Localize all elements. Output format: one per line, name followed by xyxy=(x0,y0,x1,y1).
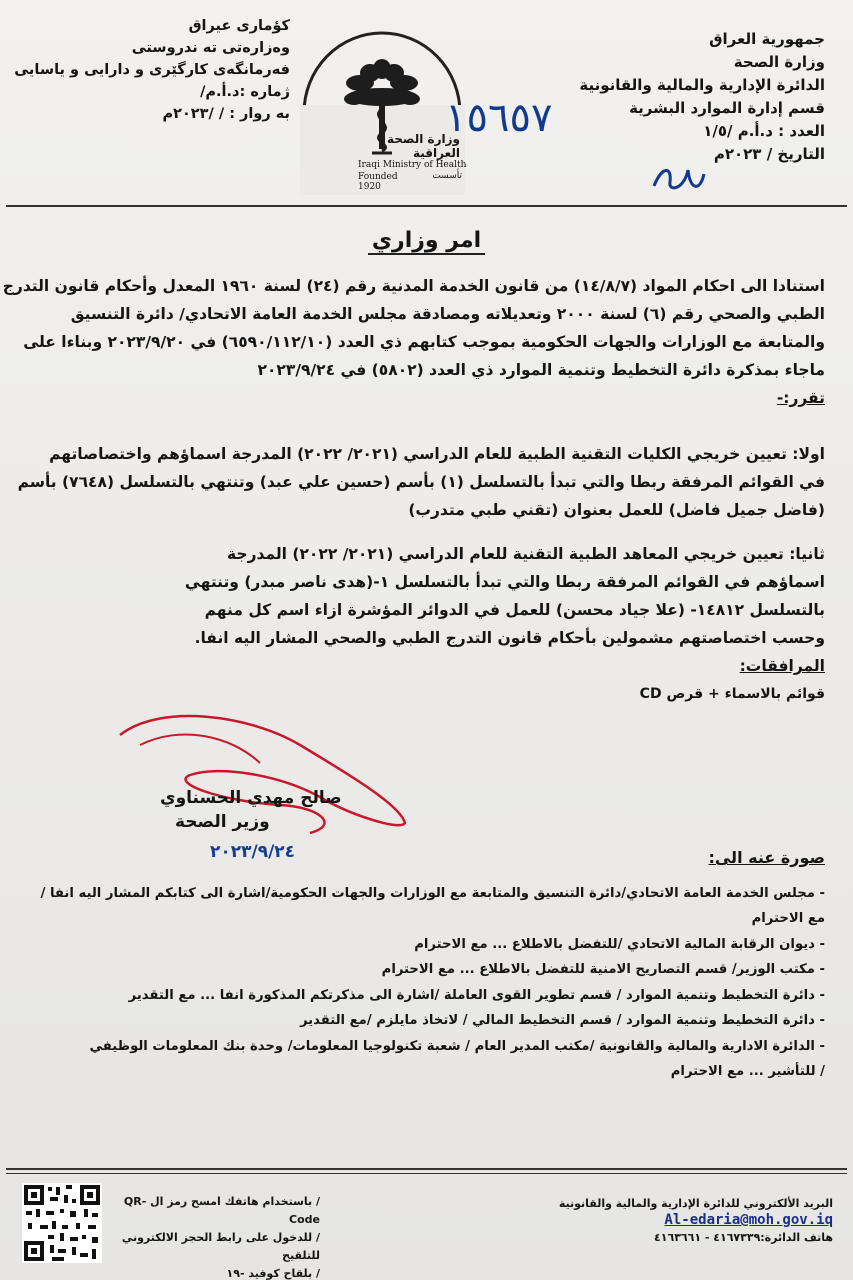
qr-instruction-line: / بلقاح كوفيد -١٩ xyxy=(226,1267,320,1280)
footer-contact xyxy=(533,1195,833,1246)
header-number: العدد : د.أ.م /١/٥ xyxy=(703,122,825,140)
copies-section xyxy=(15,845,825,1085)
footer-divider xyxy=(6,1168,847,1170)
header-kurdish-country: كؤمارى عيراق xyxy=(188,18,290,34)
decision-heading: تقرر:- xyxy=(776,389,825,407)
header-date: التاريخ / ٢٠٢٣م xyxy=(713,145,825,163)
logo-english-text: Iraqi Ministry of Health xyxy=(358,160,467,170)
decision-first-line: اولا: تعيين خريجي الكليات التقنية الطبية للعام الدراسي (٢٠٢١/ ٢٠٢٢) المدرجة اسماؤهم واختصاصاتهم xyxy=(49,445,825,463)
footer-phone: هاتف الدائرة:٤١٦٧٣٣٩ - ٤١٦٣٦٦١ xyxy=(654,1231,833,1244)
attachments-text: قوائم بالاسماء + قرص CD xyxy=(639,686,825,702)
decision-second-line: اسماؤهم في القوائم المرفقة ربطا والتي تبدأ بالتسلسل ١-(هدى ناصر مبدر) وتنتهي xyxy=(184,573,825,591)
minister-title: وزير الصحة xyxy=(175,812,270,832)
header-department: الدائرة الإدارية والمالية والقانونية xyxy=(579,76,825,94)
logo-founded-arabic: تأسست xyxy=(432,171,462,181)
copy-recipient: - دائرة التخطيط وتنمية الموارد / قسم التخطيط المالي / لاتخاذ مايلزم /مع التقدير xyxy=(299,1013,825,1028)
header-kurdish-department: فەرمانگەی کارگێری و دارایی و یاسایی xyxy=(14,62,290,78)
qr-instruction-line: / للدخول على رابط الحجز الالكتروني للتلقيح xyxy=(121,1231,320,1262)
copy-recipient: - الدائرة الادارية والمالية والقانونية /مكتب المدير العام / شعبة تكنولوجيا المعلومات/ وحدة بنك المعلومات الوظيفي xyxy=(89,1038,825,1054)
header-country: جمهورية العراق xyxy=(709,30,825,48)
qr-code[interactable] xyxy=(22,1183,102,1263)
attachments-label: المرافقات: xyxy=(739,657,825,675)
copy-recipient: - دائرة التخطيط وتنمية الموارد / قسم تطوير القوى العاملة /اشارة الى مذكرتكم المذكورة انفا ... مع التقدير xyxy=(128,987,825,1003)
signature-date: ٢٠٢٣/٩/٢٤ xyxy=(210,842,296,862)
preamble-line: والمتابعة مع الوزارات والجهات الحكومية بموجب كتابهم ذي العدد (٦٥٩٠/١١٢/١٠) في ٢٠٢٣/٩/٢٠ وبناءا على xyxy=(23,333,825,351)
copy-recipient: / للتأشير ... مع الاحترام xyxy=(670,1064,825,1079)
preamble-paragraph xyxy=(2,272,825,412)
header-ministry-arabic xyxy=(579,28,825,166)
decision-first-line: في القوائم المرفقة ربطا والتي تبدأ بالتسلسل (١) بأسم (حسين علي عبد) وتنتهي بالتسلسل (٧٦٤٨) بأسم xyxy=(17,473,825,491)
qr-instruction-line: / باستخدام هاتفك امسح رمز ال QR-Code xyxy=(123,1195,320,1226)
preamble-line: الطبي والصحي رقم (٦) لسنة ٢٠٠٠ وتعديلاته ومصادقة مجلس الخدمة العامة الاتحادي/ دائرة التنسيق xyxy=(70,305,825,323)
footer-qr-instructions xyxy=(120,1193,320,1280)
minister-name: صالح مهدي الحسناوي xyxy=(160,788,342,808)
logo-founded-text: Founded 1920 xyxy=(358,172,398,192)
decision-first-line: (فاضل جميل فاضل) للعمل بعنوان (تقني طبي متدرب) xyxy=(408,501,825,519)
header-kurdish-number: ژمارە :د.أ.م/ xyxy=(200,84,290,100)
preamble-line: ماجاء بمذكرة دائرة التخطيط وتنمية الموارد ذي العدد (٥٨٠٢) في ٢٠٢٣/٩/٢٤ xyxy=(257,361,825,379)
copy-recipient: - مجلس الخدمة العامة الاتحادي/دائرة التنسيق والمتابعة مع الوزارات والجهات الحكومية/اشارة الى كتابكم المشار اليه انفا / xyxy=(40,885,825,901)
footer-email-link[interactable]: Al-edaria@moh.gov.iq xyxy=(664,1212,833,1228)
copy-recipient: - ديوان الرقابة المالية الاتحادي /للتفضل بالاطلاع ... مع الاحترام xyxy=(414,936,825,952)
preamble-line: استنادا الى احكام المواد (١٤/٨/٧) من قانون الخدمة المدنية رقم (٢٤) لسنة ١٩٦٠ المعدل وأحكام قانون التدرج xyxy=(2,277,825,295)
footer-divider-thin xyxy=(6,1173,847,1174)
decision-second-line: وحسب اختصاصتهم مشمولين بأحكام قانون التدرج الطبي والصحي المشار اليه انفا. xyxy=(194,629,825,647)
footer-email-label: البريد الألكتروني للدائرة الإدارية والمالية والقانونية xyxy=(558,1197,833,1210)
decision-second-line: ثانيا: تعيين خريجي المعاهد الطبية التقنية للعام الدراسي (٢٠٢١/ ٢٠٢٢) المدرجة xyxy=(227,545,825,563)
decision-first xyxy=(17,440,825,524)
header-section: قسم إدارة الموارد البشرية xyxy=(629,99,825,117)
header-kurdish-ministry: وەزارەتی تە ندروستی xyxy=(131,40,290,56)
handwritten-number: ١٥٦٥٧ xyxy=(445,95,553,141)
header-divider xyxy=(6,205,847,207)
copies-heading: صورة عنه الى: xyxy=(708,848,825,867)
decision-second xyxy=(25,540,825,708)
header-ministry-kurdish xyxy=(14,15,290,125)
header-kurdish-date: بە روار : / /٢٠٢٣م xyxy=(162,106,290,122)
copy-recipient: مع الاحترام xyxy=(751,911,825,926)
copy-recipient: - مكتب الوزير/ قسم التصاريح الامنية للتفضل بالاطلاع ... مع الاحترام xyxy=(381,962,825,977)
document-title-text: امر وزاري xyxy=(368,228,485,255)
header-ministry: وزارة الصحة xyxy=(733,53,825,71)
document-title xyxy=(0,228,853,253)
decision-second-line: بالتسلسل ١٤٨١٢- (علا جياد محسن) للعمل في الدوائر المؤشرة ازاء اسم كل منهم xyxy=(204,601,825,619)
logo-arabic-text: وزارة الصحة العراقية xyxy=(386,132,460,160)
handwritten-date-mark xyxy=(648,160,708,196)
